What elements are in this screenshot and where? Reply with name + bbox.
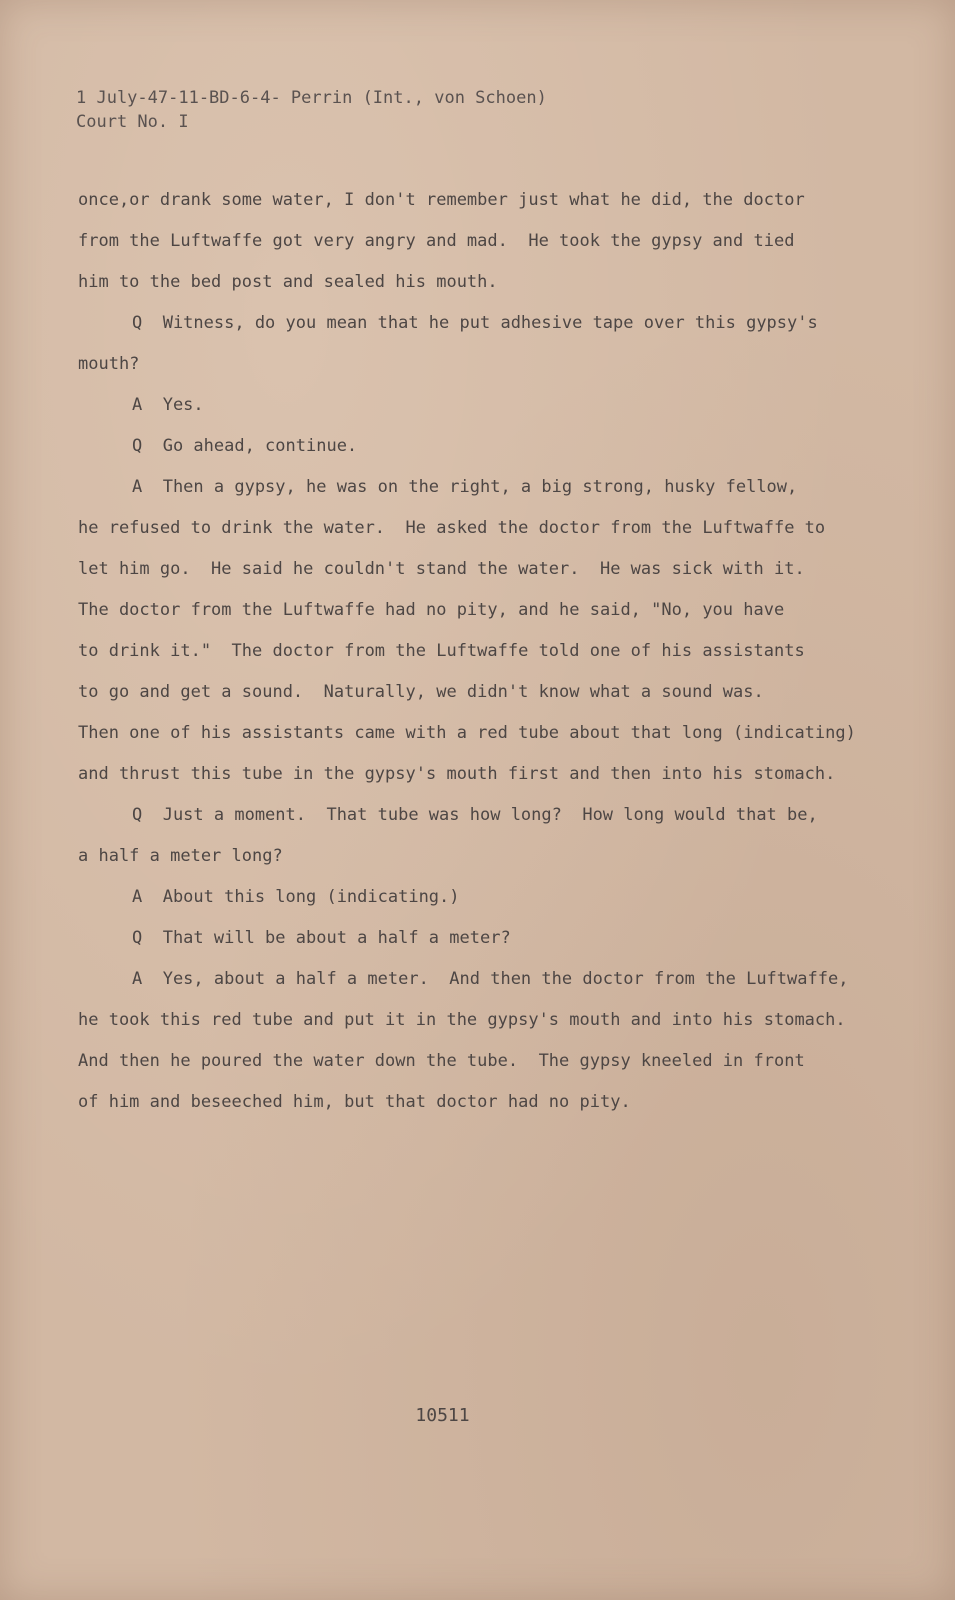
header-line-2: Court No. I bbox=[76, 112, 189, 132]
transcript-line: A Yes, about a half a meter. And then the doctor from the Luftwaffe, bbox=[132, 969, 849, 989]
document-header bbox=[76, 86, 547, 134]
transcript-body bbox=[78, 180, 878, 1123]
transcript-line: let him go. He said he couldn't stand the water. He was sick with it. bbox=[78, 559, 805, 579]
transcript-line: he refused to drink the water. He asked the doctor from the Luftwaffe to bbox=[78, 518, 826, 538]
transcript-line: Q That will be about a half a meter? bbox=[132, 928, 511, 948]
transcript-line: mouth? bbox=[78, 354, 140, 374]
transcript-line: Q Witness, do you mean that he put adhesive tape over this gypsy's bbox=[132, 313, 818, 333]
transcript-line: And then he poured the water down the tube. The gypsy kneeled in front bbox=[78, 1051, 805, 1071]
transcript-line: to go and get a sound. Naturally, we didn't know what a sound was. bbox=[78, 682, 764, 702]
transcript-line: and thrust this tube in the gypsy's mouth first and then into his stomach. bbox=[78, 764, 836, 784]
transcript-line: The doctor from the Luftwaffe had no pity, and he said, "No, you have bbox=[78, 600, 785, 620]
transcript-line: A Then a gypsy, he was on the right, a big strong, husky fellow, bbox=[132, 477, 798, 497]
transcript-line: a half a meter long? bbox=[78, 846, 283, 866]
transcript-line: Q Just a moment. That tube was how long? How long would that be, bbox=[132, 805, 818, 825]
transcript-line: him to the bed post and sealed his mouth. bbox=[78, 272, 498, 292]
page-number: 10511 bbox=[415, 1405, 470, 1426]
transcript-line: from the Luftwaffe got very angry and mad. He took the gypsy and tied bbox=[78, 231, 795, 251]
transcript-line: Then one of his assistants came with a red tube about that long (indicating) bbox=[78, 723, 856, 743]
transcript-line: once,or drank some water, I don't remember just what he did, the doctor bbox=[78, 190, 805, 210]
transcript-line: A About this long (indicating.) bbox=[132, 887, 460, 907]
transcript-line: of him and beseeched him, but that doctor had no pity. bbox=[78, 1092, 631, 1112]
transcript-line: A Yes. bbox=[132, 395, 204, 415]
transcript-line: he took this red tube and put it in the gypsy's mouth and into his stomach. bbox=[78, 1010, 846, 1030]
transcript-line: to drink it." The doctor from the Luftwaffe told one of his assistants bbox=[78, 641, 805, 661]
transcript-line: Q Go ahead, continue. bbox=[132, 436, 358, 456]
header-line-1: 1 July-47-11-BD-6-4- Perrin (Int., von Schoen) bbox=[76, 88, 547, 108]
